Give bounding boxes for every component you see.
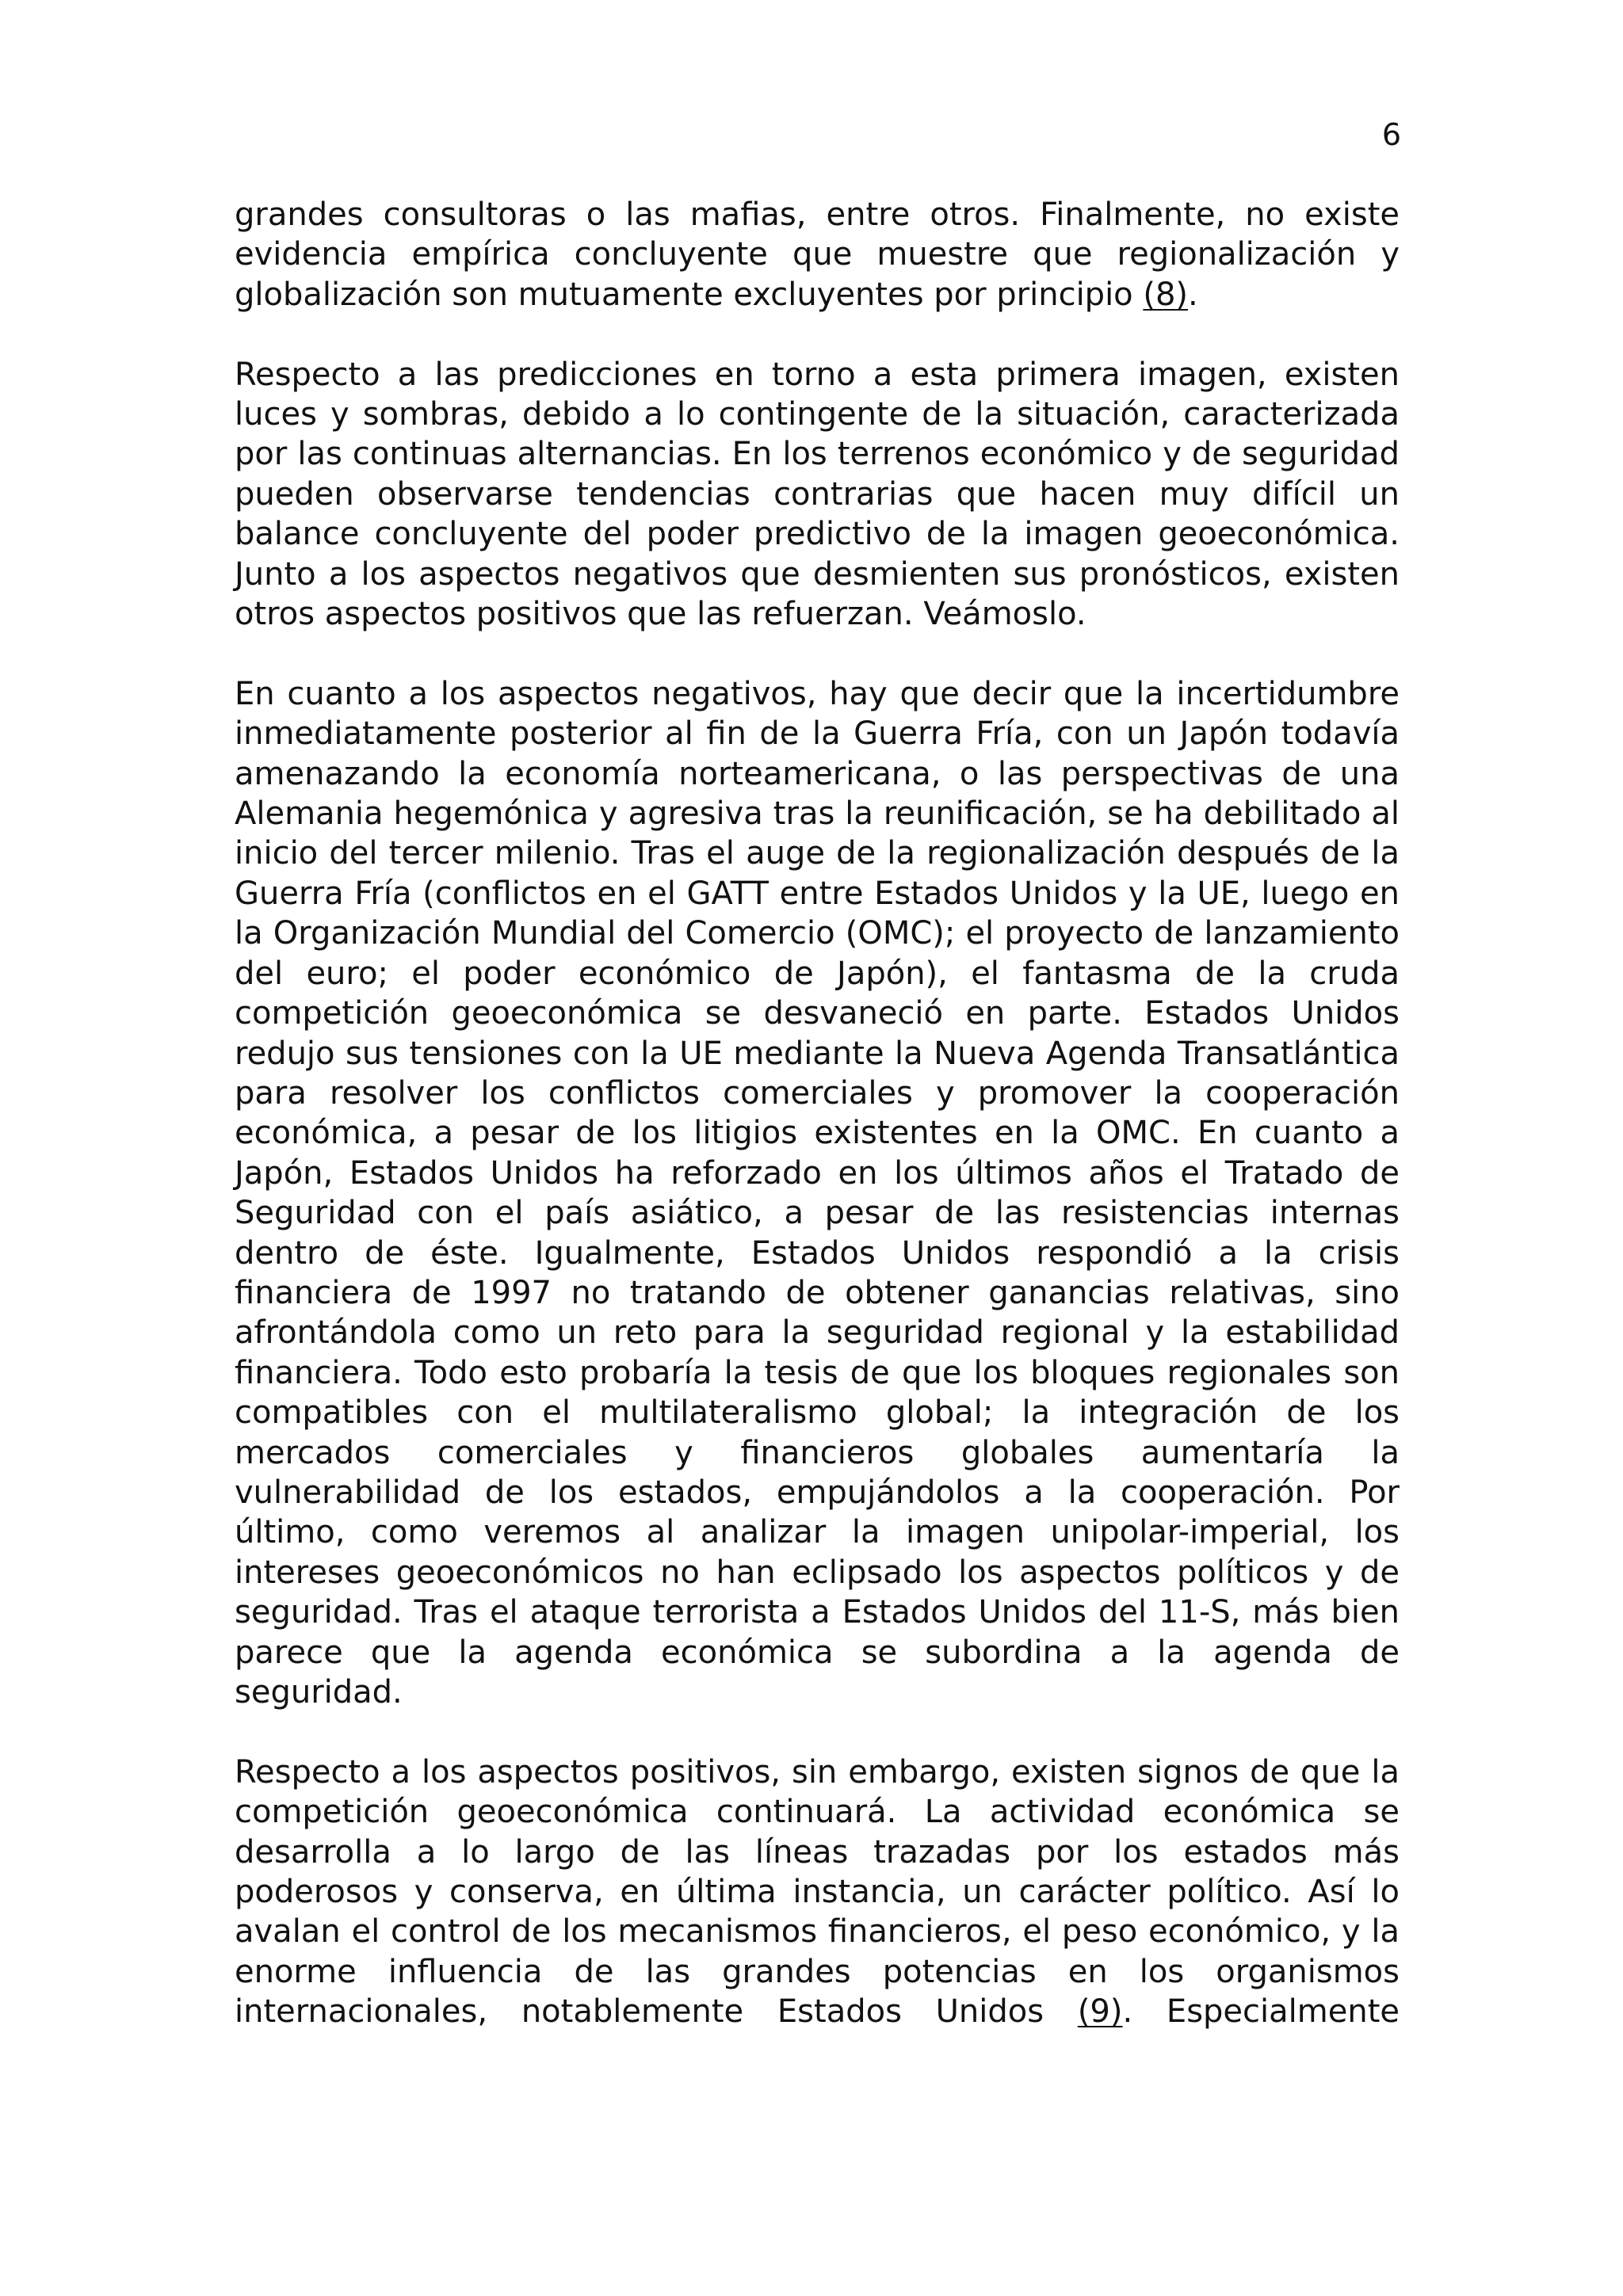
page-number: 6 bbox=[1381, 117, 1401, 152]
paragraph-4-text-end: . Especialmente bbox=[1122, 1993, 1400, 2031]
footnote-link-9[interactable]: (9) bbox=[1077, 1993, 1123, 2031]
paragraph-1-text-end: . bbox=[1188, 276, 1198, 313]
paragraph-1 bbox=[235, 195, 1400, 315]
paragraph-2: Respecto a las predicciones en torno a esta primera imagen, existen luces y sombras, debido a lo contingente de la situación, caracterizada por las continuas alternancias. En los terrenos económico y de seguridad pueden observarse tendencias contrarias que hacen muy difícil un balance concluyente del poder predictivo de la imagen geoeconómica. Junto a los aspectos negativos que desmienten sus pronósticos, existen otros aspectos positivos que las refuerzan. Veámoslo. bbox=[235, 356, 1400, 633]
paragraph-3: En cuanto a los aspectos negativos, hay que decir que la incertidumbre inmediatamente posterior al fin de la Guerra Fría, con un Japón todavía amenazando la economía norteamericana, o las perspectivas de una Alemania hegemónica y agresiva tras la reunificación, se ha debilitado al inicio del tercer milenio. Tras el auge de la regionalización después de la Guerra Fría (conflictos en el GATT entre Estados Unidos y la UE, luego en la Organización Mundial del Comercio (OMC); el proyecto de lanzamiento del euro; el poder económico de Japón), el fantasma de la cruda competición geoeconómica se desvaneció en parte. Estados Unidos redujo sus tensiones con la UE mediante la Nueva Agenda Transatlántica para resolver los conflictos comerciales y promover la cooperación económica, a pesar de los litigios existentes en la OMC. En cuanto a Japón, Estados Unidos ha reforzado en los últimos años el Tratado de Seguridad con el país asiático, a pesar de las resistencias internas dentro de éste. Igualmente, Estados Unidos respondió a la crisis financiera de 1997 no tratando de obtener ganancias relativas, sino afrontándola como un reto para la seguridad regional y la estabilidad financiera. Todo esto probaría la tesis de que los bloques regionales son compatibles con el multilateralismo global; la integración de los mercados comerciales y financieros globales aumentaría la vulnerabilidad de los estados, empujándolos a la cooperación. Por último, como veremos al analizar la imagen unipolar-imperial, los intereses geoeconómicos no han eclipsado los aspectos políticos y de seguridad. Tras el ataque terrorista a Estados Unidos del 11-S, más bien parece que la agenda económica se subordina a la agenda de seguridad. bbox=[235, 675, 1400, 1711]
paragraph-4-text: Respecto a los aspectos positivos, sin embargo, existen signos de que la competición geoeconómica continuará. La actividad económica se desarrolla a lo largo de las líneas trazadas por los estados más poderosos y conserva, en última instancia, un carácter político. Así lo avalan el control de los mecanismos financieros, el peso económico, y la enorme influencia de las grandes potencias en los organismos internacionales, notablemente Estados Unidos bbox=[235, 1753, 1400, 2031]
body-text bbox=[235, 195, 1400, 2072]
paragraph-1-text: grandes consultoras o las mafias, entre otros. Finalmente, no existe evidencia empírica concluyente que muestre que regionalización y globalización son mutuamente excluyentes por principio bbox=[235, 196, 1400, 313]
footnote-link-8[interactable]: (8) bbox=[1143, 276, 1189, 313]
paragraph-4 bbox=[235, 1753, 1400, 2032]
